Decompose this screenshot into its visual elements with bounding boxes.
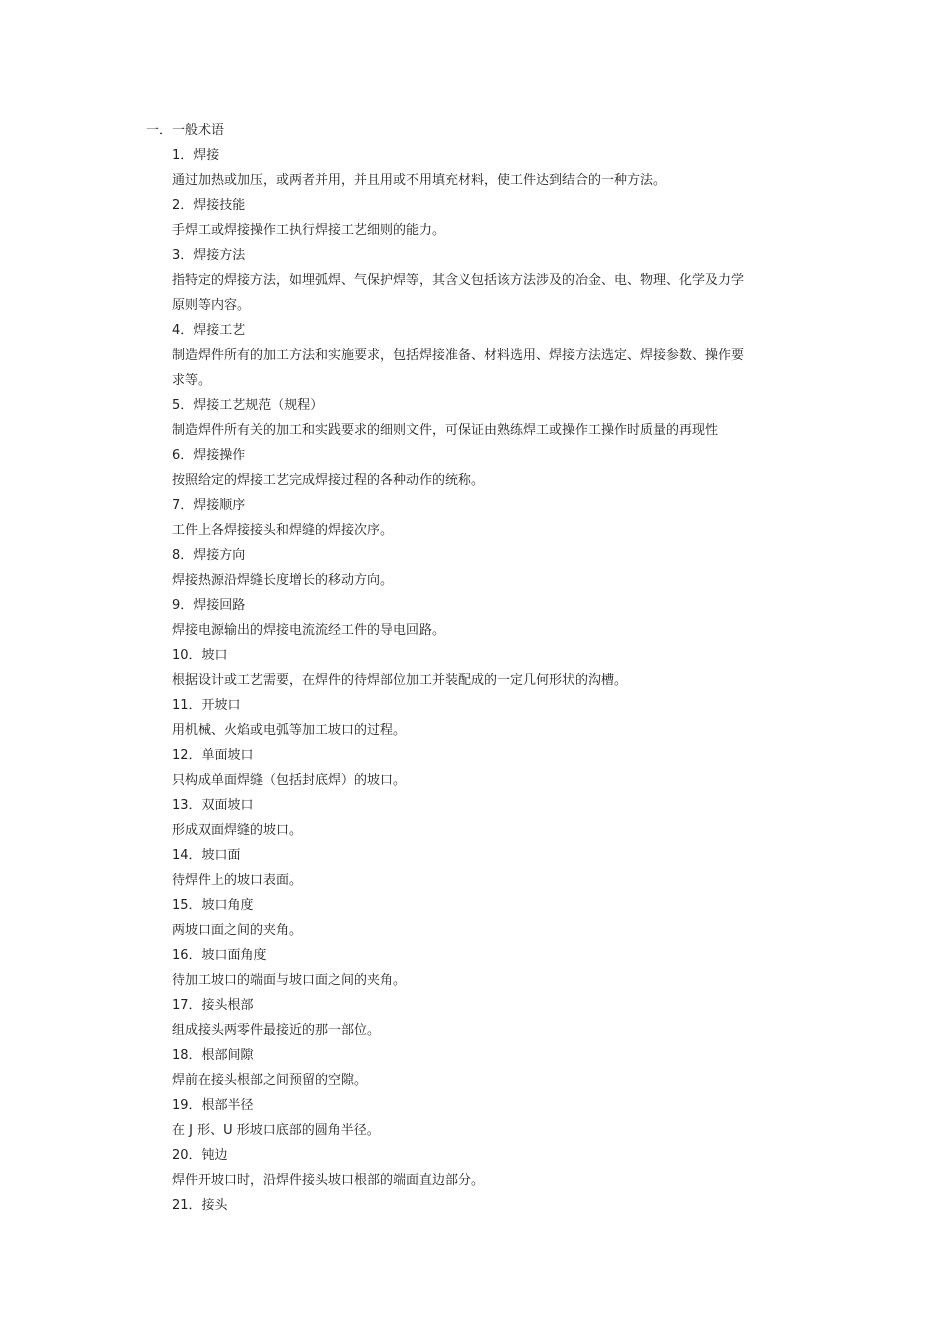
section-title: 一．一般术语 — [146, 123, 225, 138]
term-definition: 组成接头两零件最接近的那一部位。 — [172, 1023, 381, 1038]
term-definition: 原则等内容。 — [172, 298, 251, 313]
term-definition: 按照给定的焊接工艺完成焊接过程的各种动作的统称。 — [172, 473, 485, 488]
term-heading: 18．根部间隙 — [172, 1048, 254, 1063]
term-definition: 焊接热源沿焊缝长度增长的移动方向。 — [172, 573, 394, 588]
term-heading: 9．焊接回路 — [172, 598, 246, 613]
term-heading: 11．开坡口 — [172, 698, 241, 713]
term-definition: 两坡口面之间的夹角。 — [172, 923, 303, 938]
term-heading: 13．双面坡口 — [172, 798, 254, 813]
term-heading: 17．接头根部 — [172, 998, 254, 1013]
term-heading: 16．坡口面角度 — [172, 948, 267, 963]
term-heading: 4．焊接工艺 — [172, 323, 246, 338]
term-definition: 手焊工或焊接操作工执行焊接工艺细则的能力。 — [172, 223, 446, 238]
term-definition: 焊前在接头根部之间预留的空隙。 — [172, 1073, 368, 1088]
term-definition: 通过加热或加压，或两者并用，并且用或不用填充材料，使工件达到结合的一种方法。 — [172, 173, 667, 188]
term-heading: 12．单面坡口 — [172, 748, 254, 763]
term-heading: 20．钝边 — [172, 1148, 228, 1163]
term-list — [172, 143, 812, 1218]
term-definition: 形成双面焊缝的坡口。 — [172, 823, 303, 838]
term-definition: 待加工坡口的端面与坡口面之间的夹角。 — [172, 973, 407, 988]
term-heading: 3．焊接方法 — [172, 248, 246, 263]
term-heading: 19．根部半径 — [172, 1098, 254, 1113]
term-definition: 制造焊件所有关的加工和实践要求的细则文件，可保证由熟练焊工或操作工操作时质量的再现性 — [172, 423, 719, 438]
term-definition: 在 J 形、U 形坡口底部的圆角半径。 — [172, 1123, 380, 1138]
term-heading: 15．坡口角度 — [172, 898, 254, 913]
term-definition: 焊接电源输出的焊接电流流经工件的导电回路。 — [172, 623, 446, 638]
term-heading: 6．焊接操作 — [172, 448, 246, 463]
term-heading: 7．焊接顺序 — [172, 498, 246, 513]
term-definition: 待焊件上的坡口表面。 — [172, 873, 303, 888]
term-definition: 焊件开坡口时，沿焊件接头坡口根部的端面直边部分。 — [172, 1173, 485, 1188]
term-definition: 指特定的焊接方法，如埋弧焊、气保护焊等，其含义包括该方法涉及的冶金、电、物理、化学及力学 — [172, 273, 745, 288]
term-heading: 10．坡口 — [172, 648, 228, 663]
term-heading: 5．焊接工艺规范（规程） — [172, 398, 324, 413]
term-definition: 用机械、火焰或电弧等加工坡口的过程。 — [172, 723, 407, 738]
term-heading: 8．焊接方向 — [172, 548, 246, 563]
term-heading: 2．焊接技能 — [172, 198, 246, 213]
term-heading: 14．坡口面 — [172, 848, 241, 863]
term-definition: 只构成单面焊缝（包括封底焊）的坡口。 — [172, 773, 407, 788]
term-definition: 求等。 — [172, 373, 212, 388]
term-definition: 工件上各焊接接头和焊缝的焊接次序。 — [172, 523, 394, 538]
term-heading: 21．接头 — [172, 1198, 228, 1213]
term-definition: 制造焊件所有的加工方法和实施要求，包括焊接准备、材料选用、焊接方法选定、焊接参数、操作要 — [172, 348, 745, 363]
term-heading: 1．焊接 — [172, 148, 220, 163]
term-definition: 根据设计或工艺需要，在焊件的待焊部位加工并装配成的一定几何形状的沟槽。 — [172, 673, 628, 688]
